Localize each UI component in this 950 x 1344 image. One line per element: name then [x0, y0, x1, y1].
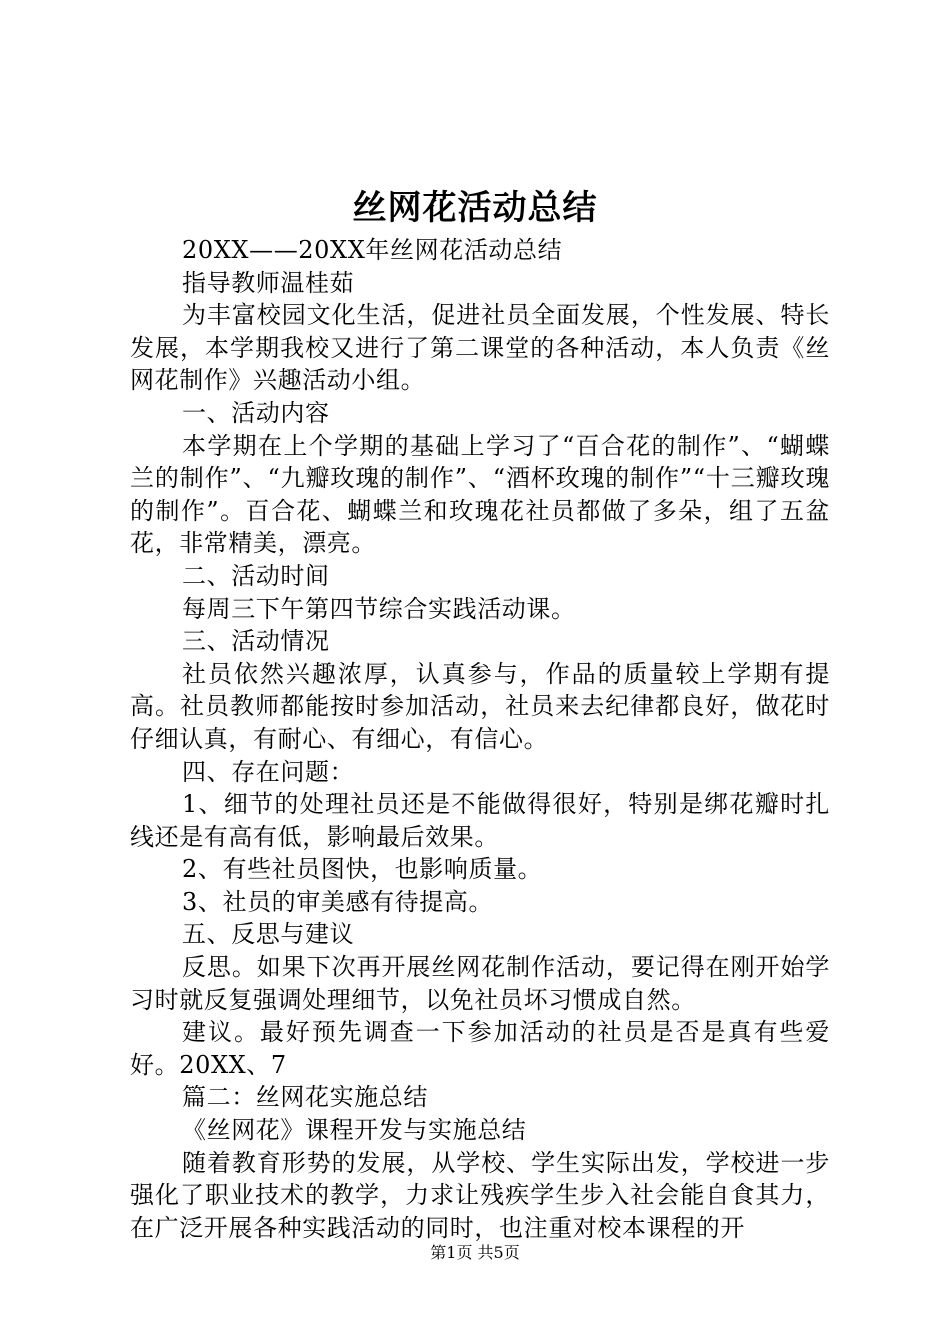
paragraph-intro: 为丰富校园文化生活，促进社员全面发展，个性发展、特长发展，本学期我校又进行了第二课堂的各种活动，本人负责《丝网花制作》兴趣活动小组。	[130, 301, 830, 395]
section-heading-situation: 三、活动情况	[182, 627, 330, 656]
paragraph-subtitle: 20XX——20XX年丝网花活动总结	[182, 236, 563, 264]
paragraph-situation: 社员依然兴趣浓厚，认真参与，作品的质量较上学期有提高。社员教师都能按时参加活动，社员来去纪律都良好，做花时仔细认真，有耐心、有细心，有信心。	[130, 659, 830, 753]
document-title: 丝网花活动总结	[352, 188, 598, 228]
document-body	[130, 234, 830, 1244]
section-heading-time: 二、活动时间	[182, 561, 330, 590]
paragraph-course-title: 《丝网花》课程开发与实施总结	[182, 1116, 527, 1145]
paragraph-content: 本学期在上个学期的基础上学习了“百合花的制作”、“蝴蝶兰的制作”、“九瓣玫瑰的制作”、“酒杯玫瑰的制作”“十三瓣玫瑰的制作”。百合花、蝴蝶兰和玫瑰花社员都做了多朵，组了五盆花，非常精美，漂亮。	[130, 431, 830, 558]
section-heading-part-two: 篇二：丝网花实施总结	[182, 1083, 428, 1112]
page-number-footer: 第1页 共5页	[430, 1243, 520, 1262]
paragraph-problem-1: 1、细节的处理社员还是不能做得很好，特别是绑花瓣时扎线还是有高有低，影响最后效果。	[130, 790, 830, 851]
section-heading-content: 一、活动内容	[182, 398, 330, 427]
paragraph-problem-2: 2、有些社员图快，也影响质量。	[182, 855, 543, 884]
section-heading-problems: 四、存在问题：	[182, 757, 355, 786]
paragraph-time: 每周三下午第四节综合实践活动课。	[182, 594, 576, 623]
paragraph-suggestion: 建议。最好预先调查一下参加活动的社员是否是真有些爱好。20XX、7	[130, 1018, 830, 1079]
paragraph-teacher: 指导教师温桂茹	[182, 268, 355, 297]
paragraph-problem-3: 3、社员的审美感有待提高。	[182, 887, 494, 916]
section-heading-reflection: 五、反思与建议	[182, 920, 355, 949]
paragraph-reflection: 反思。如果下次再开展丝网花制作活动，要记得在刚开始学习时就反复强调处理细节，以免社员坏习惯成自然。	[130, 953, 830, 1014]
paragraph-course-intro: 随着教育形势的发展，从学校、学生实际出发，学校进一步强化了职业技术的教学，力求让残疾学生步入社会能自食其力，在广泛开展各种实践活动的同时，也注重对校本课程的开	[130, 1148, 830, 1242]
